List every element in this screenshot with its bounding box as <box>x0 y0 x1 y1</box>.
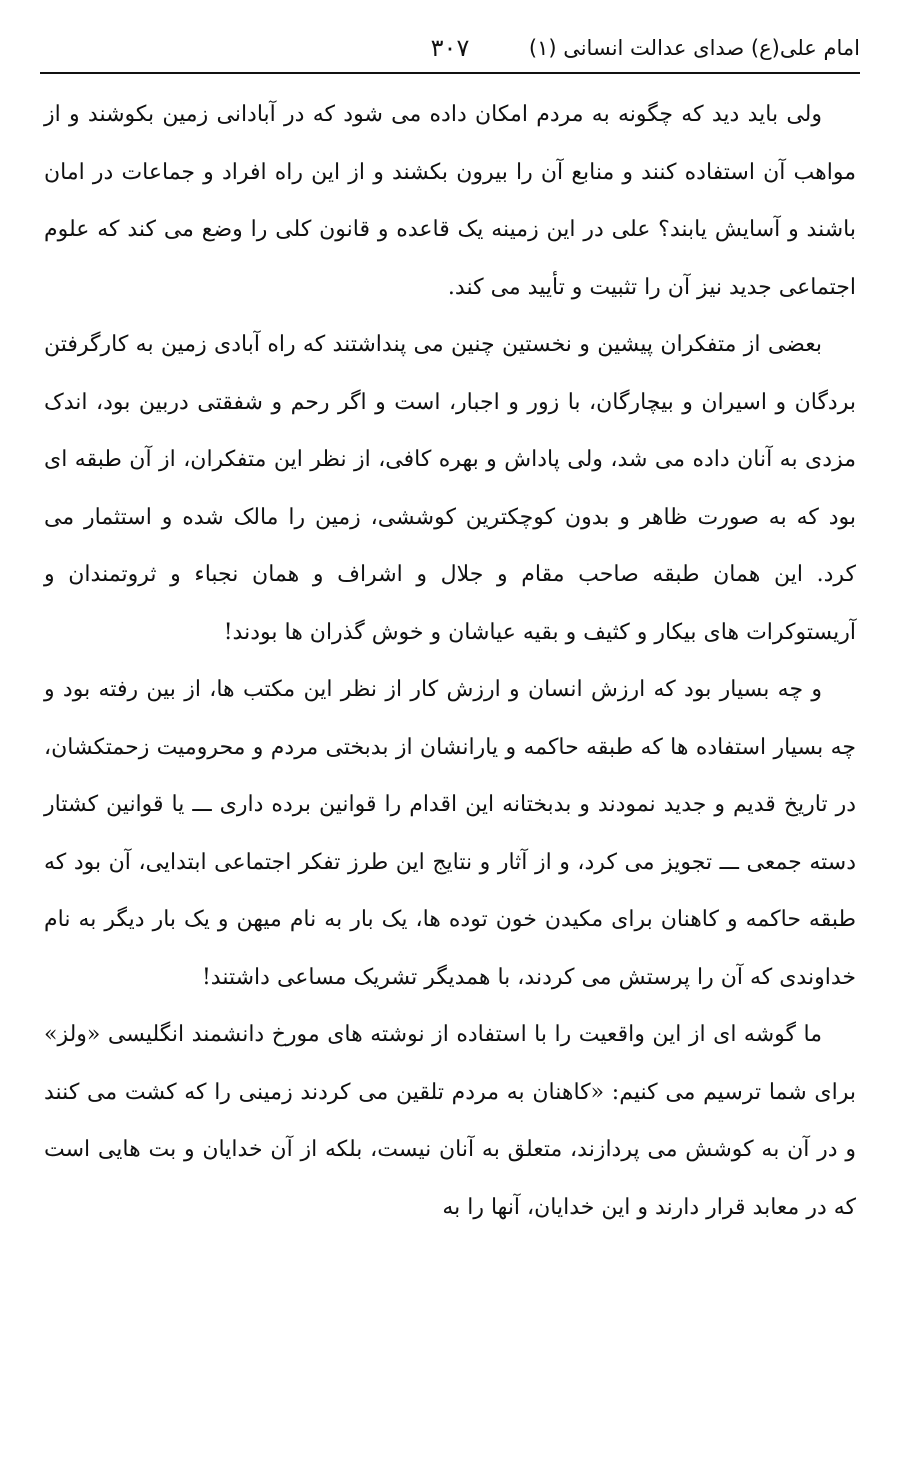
paragraph-2: بعضی از متفکران پیشین و نخستین چنین می پنداشتند که راه آبادی زمین به کارگرفتن بردگان و اسیران و بیچارگان، با زور و اجبار، است و اگر رحم و شفقتی دربین بود، اندک مزدی به آنان داده می شد، ولی پاداش و بهره کافی، از نظر این متفکران، از آن طبقه ای بود که به صورت ظاهر و بدون کوچکترین کوششی، زمین را مالک شده و استثمار می کرد. این همان طبقه صاحب مقام و جلال و اشراف و همان نجباء و ثروتمندان و آریستوکرات های بیکار و کثیف و بقیه عیاشان و خوش گذران ها بودند! <box>44 332 856 645</box>
paragraph-4: ما گوشه ای از این واقعیت را با استفاده از نوشته های مورخ دانشمند انگلیسی «ولز» برای شما ترسیم می کنیم: «کاهنان به مردم تلقین می کردند زمینی را که کشت می کنند و در آن به کوشش می پردازند، متعلق به آنان نیست، بلکه از آن خدایان و بت هایی است که در معابد قرار دارند و این خدایان، آنها را به <box>44 1022 856 1220</box>
page-header <box>40 30 860 70</box>
paragraph-1: ولی باید دید که چگونه به مردم امکان داده می شود که در آبادانی زمین بکوشند و از مواهب آن استفاده کنند و منابع آن را بیرون بکشند و از این راه افراد و جماعات در امان باشند و آسایش یابند؟ علی در این زمینه یک قاعده و قانون کلی را وضع می کند که علوم اجتماعی جدید نیز آن را تثبیت و تأیید می کند. <box>44 102 856 300</box>
running-title: امام علی(ع) صدای عدالت انسانی (۱) <box>528 36 860 60</box>
paragraph-3: و چه بسیار بود که ارزش انسان و ارزش کار از نظر این مکتب ها، از بین رفته بود و چه بسیار استفاده ها که طبقه حاکمه و یارانشان از بدبختی مردم و محرومیت زحمتکشان، در تاریخ قدیم و جدید نمودند و بدبختانه این اقدام را قوانین برده داری ـــ یا قوانین کشتار دسته جمعی ـــ تجویز می کرد، و از آثار و نتایج این طرز تفکر اجتماعی ابتدایی، آن بود که طبقه حاکمه و کاهنان برای مکیدن خون توده ها، یک بار به نام میهن و یک بار دیگر به نام خداوندی که آن را پرستش می کردند، با همدیگر تشریک مساعی داشتند! <box>44 677 856 990</box>
body-text <box>44 86 856 1236</box>
page-number: ۳۰۷ <box>430 34 470 62</box>
header-rule <box>40 72 860 74</box>
